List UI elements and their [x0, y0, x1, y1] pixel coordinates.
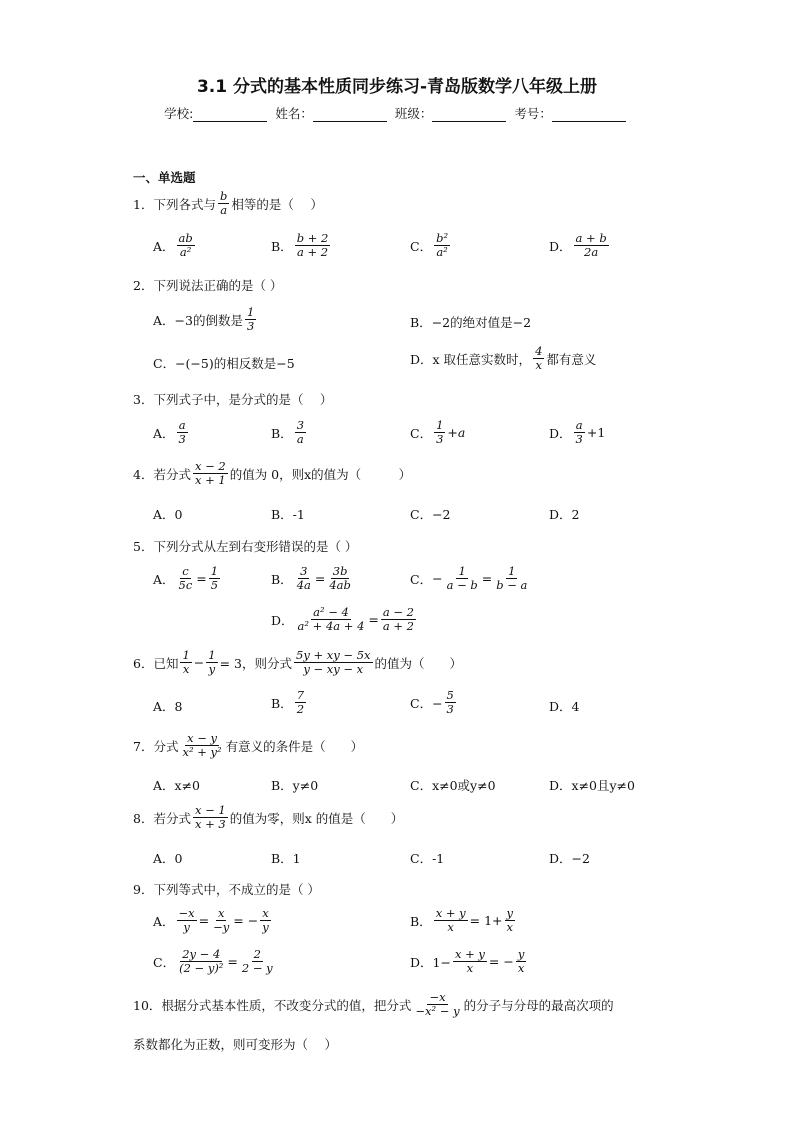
fraction: $\frac{b}{a}$ — [219, 189, 228, 218]
section-heading: 一、单选题 — [133, 170, 196, 185]
question-6-option-a: A．8 — [153, 699, 183, 714]
question-2-option-a: A． −3的倒数是 $\frac{1}{3}$ — [153, 305, 255, 334]
question-1-option-d: D． $\frac{a + b}{2a}$ — [549, 231, 607, 260]
question-7-option-b: B．y≠0 — [271, 778, 319, 793]
question-7-option-c: C．x≠0或y≠0 — [410, 778, 496, 793]
question-4-option-d: D．2 — [549, 507, 580, 522]
question-5-option-d: D． $\frac{\text{a² − 4}}{\text{a² + 4a + 4}}$ = $\frac{a - 2}{a + 2}$ — [271, 605, 414, 634]
question-8-option-b: B．1 — [271, 851, 301, 866]
question-6-option-b: B． $\frac{7}{2}$ — [271, 688, 305, 717]
question-10-stem-continued: 系数都化为正数，则可变形为（ ） — [133, 1037, 337, 1052]
question-5-option-b: B． $\frac{3}{4a}$ = $\frac{3b}{4ab}$ — [271, 564, 351, 593]
class-blank — [432, 108, 506, 122]
question-6-stem: 6．已知 $\frac{1}{x}$ − $\frac{1}{y}$ = 3，则分式 $\frac{5y + xy - 5x}{y - xy - x}$ 的值为（ ） — [133, 648, 463, 677]
question-3-option-a: A． $\frac{a}{3}$ — [153, 418, 186, 447]
student-info-line — [0, 104, 794, 122]
question-1-option-a: A． $\frac{ab}{\text{a²}}$ — [153, 231, 193, 260]
question-1-option-c: C． $\frac{\text{b²}}{\text{a²}}$ — [410, 231, 449, 260]
number-label: 考号： — [514, 106, 552, 121]
question-4-option-c: C．−2 — [410, 507, 451, 522]
name-label: 姓名： — [275, 106, 313, 121]
question-4-option-b: B．-1 — [271, 507, 305, 522]
question-2-option-c: C． −(−5)的相反数是−5 — [153, 356, 295, 371]
school-blank — [193, 108, 267, 122]
question-2-option-d: D． x 取任意实数时， $\frac{4}{x}$ 都有意义 — [410, 344, 597, 373]
question-6-option-c: C．− $\frac{5}{3}$ — [410, 688, 454, 717]
question-7-option-a: A．x≠0 — [153, 778, 201, 793]
question-2-option-b: B． −2的绝对值是−2 — [410, 315, 532, 330]
question-4-stem: 4．若分式 $\frac{x - 2}{x + 1}$ 的值为 0，则x的值为（ ） — [133, 459, 412, 488]
question-8-stem: 8．若分式 $\frac{x - 1}{x + 3}$ 的值为零，则x 的值是（ ） — [133, 803, 404, 832]
question-3-option-d: D． $\frac{a}{3}$ +1 — [549, 418, 606, 447]
question-1-stem: 1．下列各式与 $\frac{b}{a}$ 相等的是（ ） — [133, 189, 323, 218]
question-3-option-c: C． $\frac{1}{3}$ +a — [410, 418, 466, 447]
question-7-stem: 7．分式 $\frac{x - y}{\text{x² + y²}}$ 有意义的条件是（ ） — [133, 731, 364, 760]
question-8-option-d: D．−2 — [549, 851, 590, 866]
question-3-option-b: B． $\frac{3}{a}$ — [271, 418, 305, 447]
question-3-stem: 3．下列式子中，是分式的是（ ） — [133, 392, 333, 407]
question-9-option-a: A． $\frac{-x}{y}$ = $\frac{x}{-y}$ = − $\frac{x}{y}$ — [153, 906, 269, 935]
question-9-option-c: C． $\frac{2y - 4}{\text{(2 − y)²}}$ = $\frac{2}{2 - y}$ — [153, 947, 273, 976]
question-5-option-c: C． − $\frac{1}{a - b}$ = $\frac{1}{b - a}$ — [410, 564, 528, 593]
question-5-option-a: A． $\frac{c}{5c}$ = $\frac{1}{5}$ — [153, 564, 219, 593]
question-6-option-d: D．4 — [549, 699, 580, 714]
question-1-option-b: B． $\frac{b + 2}{a + 2}$ — [271, 231, 329, 260]
question-9-option-d: D．1− $\frac{x + y}{x}$ = − $\frac{y}{x}$ — [410, 947, 525, 976]
question-10-stem: 10．根据分式基本性质，不改变分式的值，把分式 $\frac{-x}{\text{−x² − y}}$ 的分子与分母的最高次项的 — [133, 990, 614, 1019]
class-label: 班级： — [394, 106, 433, 121]
question-7-option-d: D．x≠0且y≠0 — [549, 778, 635, 793]
name-blank — [313, 108, 387, 122]
question-2-stem: 2．下列说法正确的是（ ） — [133, 278, 283, 293]
question-8-option-c: C．-1 — [410, 851, 445, 866]
question-8-option-a: A．0 — [153, 851, 183, 866]
question-5-stem: 5．下列分式从左到右变形错误的是（ ） — [133, 539, 358, 554]
page-title: 3.1 分式的基本性质同步练习-青岛版数学八年级上册 — [196, 77, 598, 97]
question-9-stem: 9．下列等式中，不成立的是（ ） — [133, 882, 320, 897]
question-9-option-b: B． $\frac{x + y}{x}$ = 1+ $\frac{y}{x}$ — [410, 906, 513, 935]
number-blank — [552, 108, 626, 122]
question-4-option-a: A．0 — [153, 507, 183, 522]
school-label: 学校: — [164, 106, 194, 121]
